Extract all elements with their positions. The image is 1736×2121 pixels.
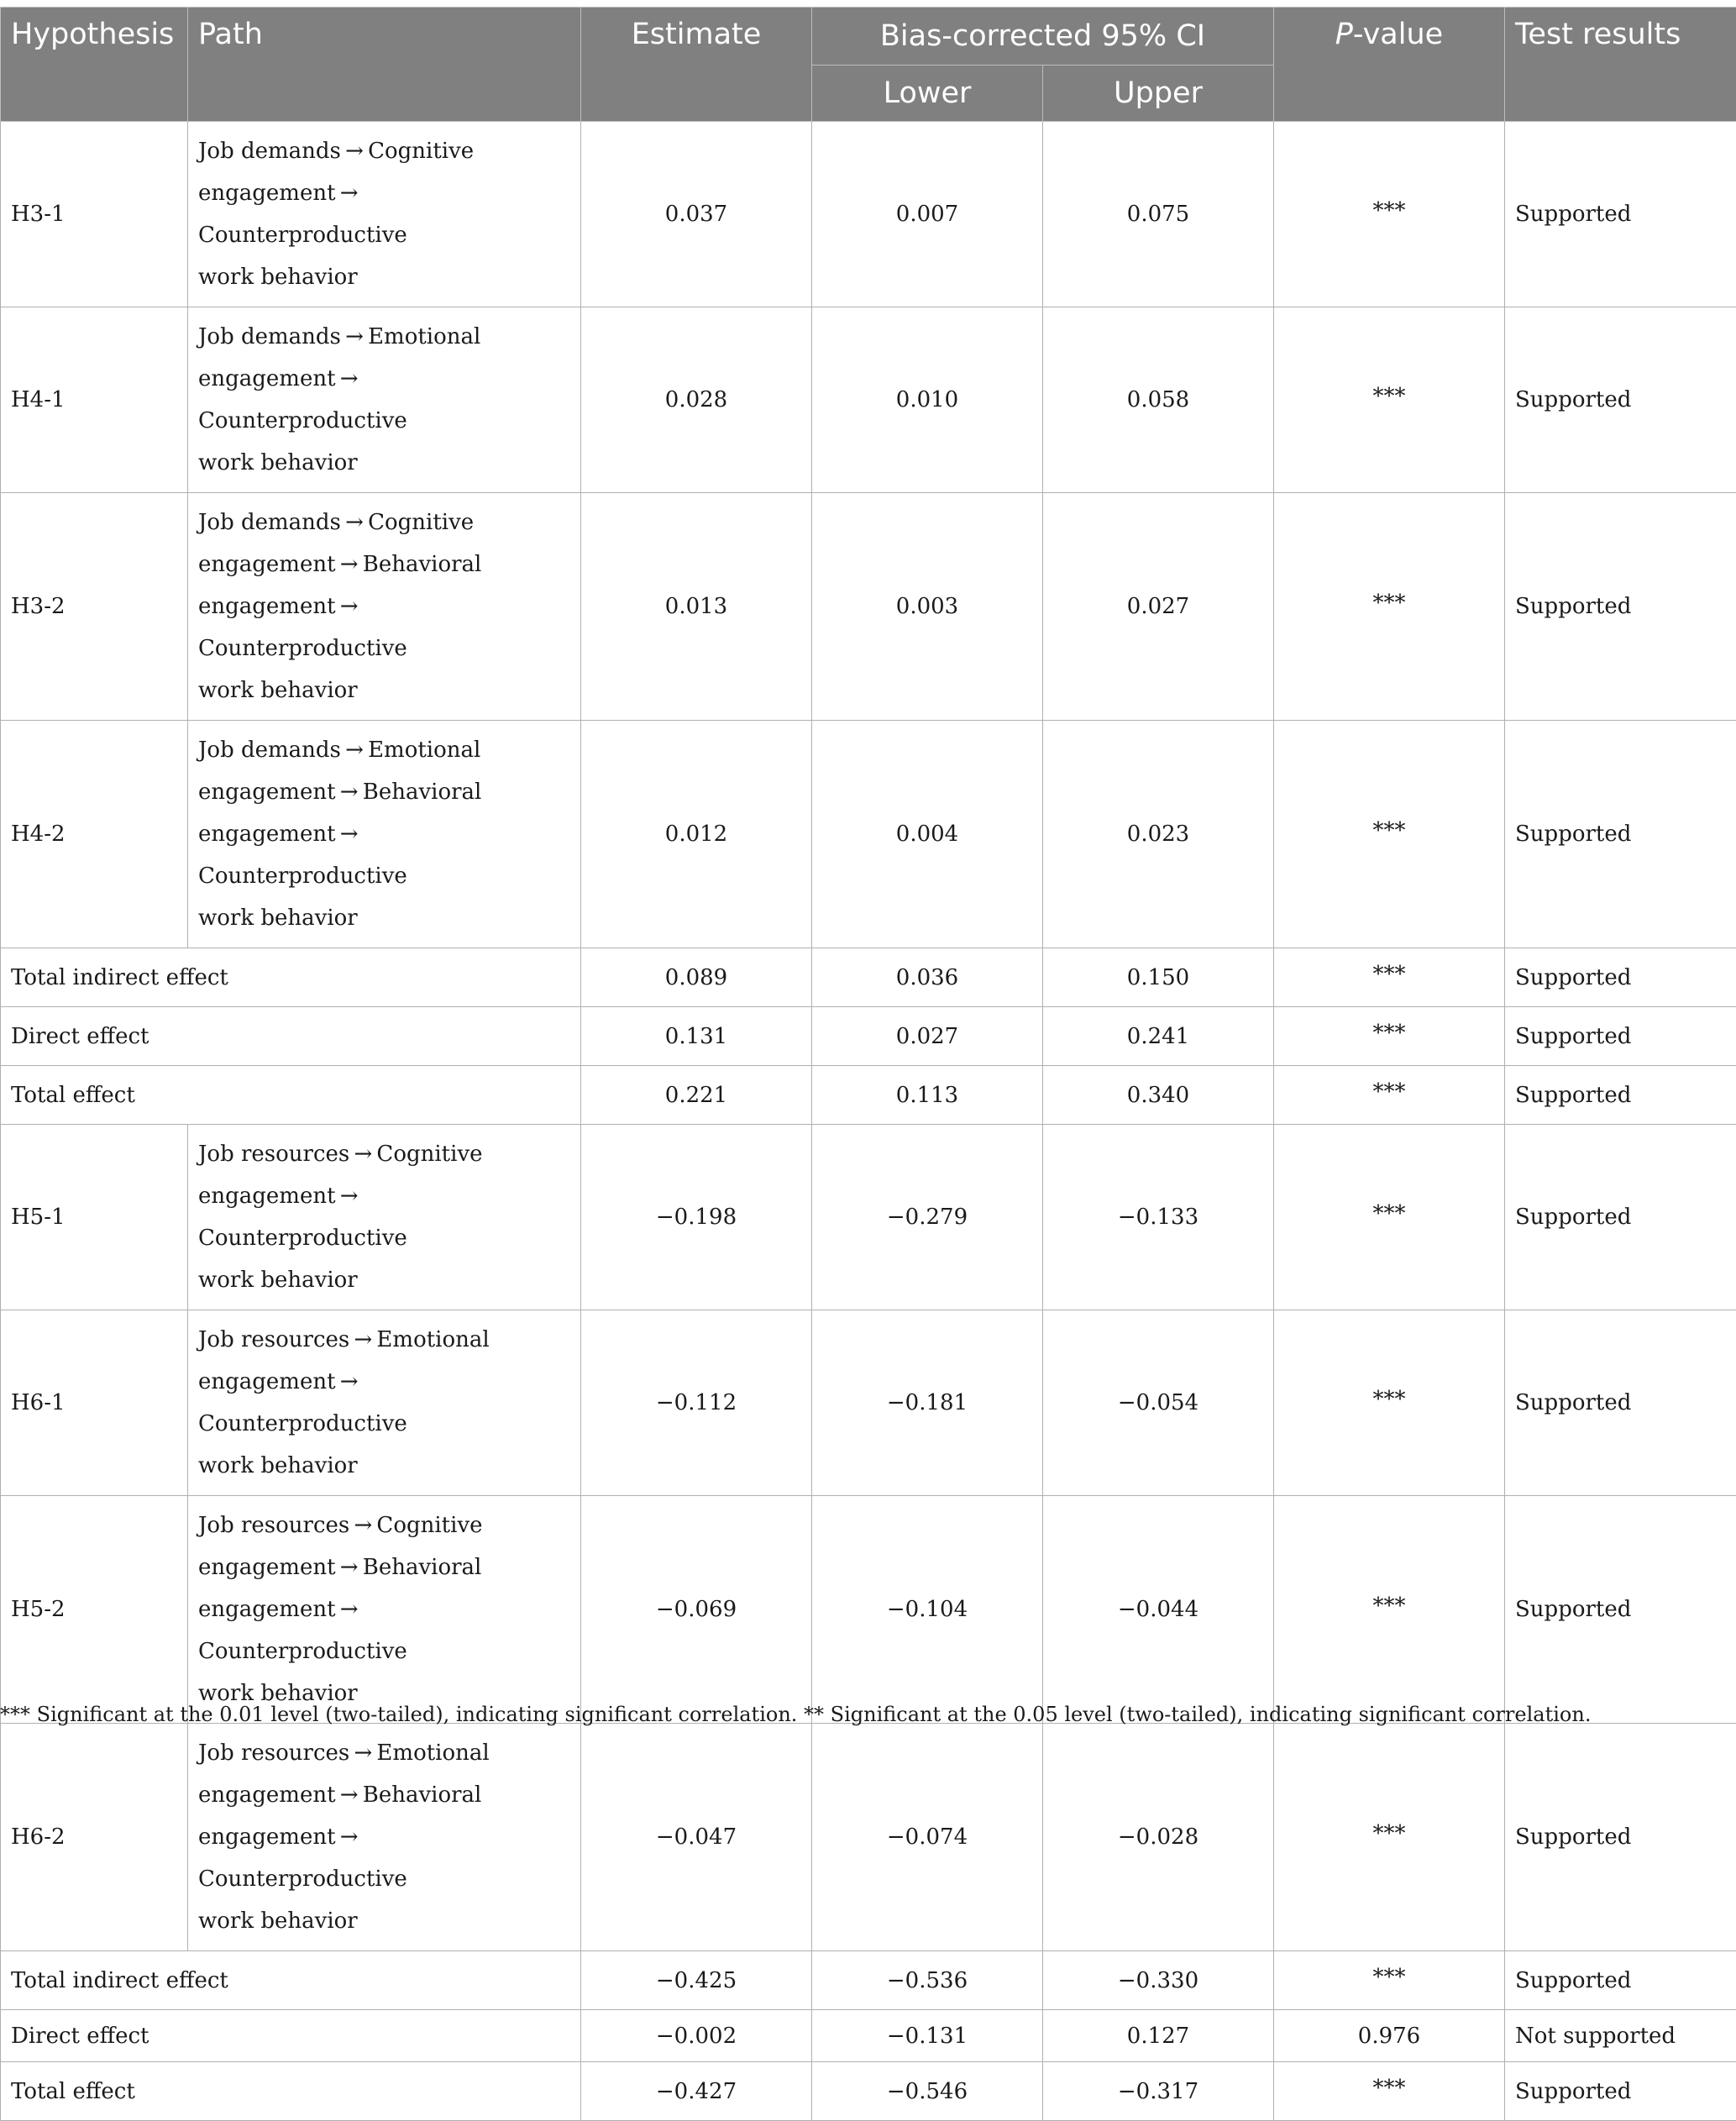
ci-lower-cell: −0.279 (812, 1125, 1043, 1310)
estimate-cell: 0.089 (581, 948, 812, 1007)
path-cell (188, 307, 581, 493)
header-ci: Bias-corrected 95% CI (812, 8, 1274, 66)
p-value-cell: *** (1274, 1125, 1505, 1310)
estimate-cell: −0.427 (581, 2062, 812, 2121)
test-result-cell: Supported (1505, 1496, 1736, 1724)
p-value-cell: 0.976 (1274, 2010, 1505, 2062)
path-line: engagement → Counterproductive (198, 1816, 570, 1900)
ci-lower-cell: −0.104 (812, 1496, 1043, 1724)
path-cell (188, 721, 581, 948)
p-value-cell: *** (1274, 1724, 1505, 1951)
path-cell (188, 1724, 581, 1951)
ci-upper-cell: 0.150 (1043, 948, 1274, 1007)
table-row (1, 1125, 1736, 1310)
path-cell (188, 493, 581, 721)
path-line: engagement → Counterproductive (198, 1175, 570, 1259)
table-row (1, 2010, 1736, 2062)
ci-upper-cell: −0.028 (1043, 1724, 1274, 1951)
table-body (1, 122, 1736, 2121)
test-result-cell: Supported (1505, 1724, 1736, 1951)
ci-lower-cell: 0.004 (812, 721, 1043, 948)
ci-upper-cell: 0.340 (1043, 1066, 1274, 1125)
p-value-cell: *** (1274, 721, 1505, 948)
effect-label: Total indirect effect (1, 948, 581, 1007)
p-value-cell: *** (1274, 2062, 1505, 2121)
p-value-cell: *** (1274, 948, 1505, 1007)
path-line: work behavior (198, 256, 570, 298)
table-row (1, 122, 1736, 307)
effect-label: Total effect (1, 2062, 581, 2121)
table-row (1, 721, 1736, 948)
p-value-cell: *** (1274, 1496, 1505, 1724)
ci-lower-cell: 0.113 (812, 1066, 1043, 1125)
ci-lower-cell: 0.003 (812, 493, 1043, 721)
effect-label: Total indirect effect (1, 1951, 581, 2010)
test-result-cell: Supported (1505, 1066, 1736, 1125)
hypothesis-cell: H6-2 (1, 1724, 188, 1951)
ci-lower-cell: −0.536 (812, 1951, 1043, 2010)
path-line: engagement → Behavioral (198, 543, 570, 585)
table-row (1, 1496, 1736, 1724)
ci-lower-cell: 0.036 (812, 948, 1043, 1007)
test-result-cell: Supported (1505, 1125, 1736, 1310)
table-row (1, 1007, 1736, 1066)
p-value-cell: *** (1274, 122, 1505, 307)
table-row (1, 948, 1736, 1007)
header-hypothesis: Hypothesis (1, 8, 188, 122)
hypothesis-cell: H5-2 (1, 1496, 188, 1724)
path-line: engagement → Counterproductive (198, 1361, 570, 1445)
test-result-cell: Supported (1505, 1007, 1736, 1066)
table-row (1, 1951, 1736, 2010)
hypothesis-cell: H3-2 (1, 493, 188, 721)
hypothesis-cell: H3-1 (1, 122, 188, 307)
path-line: Job resources → Cognitive (198, 1504, 570, 1546)
estimate-cell: −0.069 (581, 1496, 812, 1724)
p-value-cell: *** (1274, 493, 1505, 721)
estimate-cell: 0.131 (581, 1007, 812, 1066)
estimate-cell: −0.425 (581, 1951, 812, 2010)
ci-lower-cell: −0.074 (812, 1724, 1043, 1951)
results-table (0, 7, 1736, 2121)
path-line: Job resources → Emotional (198, 1319, 570, 1361)
estimate-cell: 0.221 (581, 1066, 812, 1125)
header-p-value (1274, 8, 1505, 122)
p-value-cell: *** (1274, 1007, 1505, 1066)
test-result-cell: Supported (1505, 493, 1736, 721)
header-path: Path (188, 8, 581, 122)
estimate-cell: 0.012 (581, 721, 812, 948)
header-test-results: Test results (1505, 8, 1736, 122)
estimate-cell: 0.013 (581, 493, 812, 721)
header-estimate: Estimate (581, 8, 812, 122)
header-p-italic: P (1335, 18, 1353, 51)
test-result-cell: Supported (1505, 1951, 1736, 2010)
p-value-cell: *** (1274, 1310, 1505, 1496)
header-upper: Upper (1043, 66, 1274, 122)
table-row (1, 1310, 1736, 1496)
path-line: engagement → Counterproductive (198, 172, 570, 256)
hypothesis-cell: H6-1 (1, 1310, 188, 1496)
ci-lower-cell: 0.010 (812, 307, 1043, 493)
test-result-cell: Supported (1505, 948, 1736, 1007)
estimate-cell: −0.047 (581, 1724, 812, 1951)
effect-label: Direct effect (1, 1007, 581, 1066)
path-cell (188, 122, 581, 307)
test-result-cell: Supported (1505, 1310, 1736, 1496)
test-result-cell: Supported (1505, 307, 1736, 493)
hypothesis-cell: H5-1 (1, 1125, 188, 1310)
path-line: work behavior (198, 1900, 570, 1942)
ci-upper-cell: 0.075 (1043, 122, 1274, 307)
path-cell (188, 1310, 581, 1496)
header-lower: Lower (812, 66, 1043, 122)
path-line: engagement → Counterproductive (198, 813, 570, 897)
path-cell (188, 1496, 581, 1724)
estimate-cell: 0.028 (581, 307, 812, 493)
path-line: engagement → Behavioral (198, 1546, 570, 1588)
path-line: Job resources → Cognitive (198, 1133, 570, 1175)
table-row (1, 1066, 1736, 1125)
path-line: engagement → Counterproductive (198, 358, 570, 442)
ci-upper-cell: −0.317 (1043, 2062, 1274, 2121)
path-line: Job resources → Emotional (198, 1732, 570, 1774)
estimate-cell: −0.198 (581, 1125, 812, 1310)
path-cell (188, 1125, 581, 1310)
estimate-cell: −0.002 (581, 2010, 812, 2062)
hypothesis-cell: H4-1 (1, 307, 188, 493)
path-line: work behavior (198, 1259, 570, 1301)
path-line: Job demands → Emotional (198, 729, 570, 771)
p-value-cell: *** (1274, 1951, 1505, 2010)
test-result-cell: Supported (1505, 122, 1736, 307)
path-line: work behavior (198, 1445, 570, 1487)
path-line: Job demands → Emotional (198, 316, 570, 358)
header-p-rest: -value (1353, 18, 1443, 51)
ci-upper-cell: −0.054 (1043, 1310, 1274, 1496)
hypothesis-cell: H4-2 (1, 721, 188, 948)
path-line: engagement → Behavioral (198, 1774, 570, 1816)
ci-upper-cell: −0.330 (1043, 1951, 1274, 2010)
effect-label: Direct effect (1, 2010, 581, 2062)
table-row (1, 307, 1736, 493)
path-line: work behavior (198, 897, 570, 939)
path-line: work behavior (198, 1672, 570, 1714)
path-line: engagement → Behavioral (198, 771, 570, 813)
p-value-cell: *** (1274, 1066, 1505, 1125)
ci-upper-cell: 0.127 (1043, 2010, 1274, 2062)
path-line: work behavior (198, 669, 570, 711)
test-result-cell: Not supported (1505, 2010, 1736, 2062)
ci-lower-cell: 0.027 (812, 1007, 1043, 1066)
path-line: Job demands → Cognitive (198, 130, 570, 172)
table-row (1, 2062, 1736, 2121)
table-footnote: *** Significant at the 0.01 level (two-tailed), indicating significant correlation. ** Significant at the 0.05 level (two-tailed), indicating significant correlation. (0, 1703, 1591, 1726)
table-row (1, 1724, 1736, 1951)
ci-upper-cell: −0.044 (1043, 1496, 1274, 1724)
effect-label: Total effect (1, 1066, 581, 1125)
estimate-cell: 0.037 (581, 122, 812, 307)
ci-lower-cell: 0.007 (812, 122, 1043, 307)
estimate-cell: −0.112 (581, 1310, 812, 1496)
table-row (1, 493, 1736, 721)
ci-upper-cell: 0.023 (1043, 721, 1274, 948)
ci-lower-cell: −0.131 (812, 2010, 1043, 2062)
ci-upper-cell: 0.058 (1043, 307, 1274, 493)
ci-upper-cell: 0.241 (1043, 1007, 1274, 1066)
test-result-cell: Supported (1505, 721, 1736, 948)
test-result-cell: Supported (1505, 2062, 1736, 2121)
ci-upper-cell: 0.027 (1043, 493, 1274, 721)
path-line: engagement → Counterproductive (198, 585, 570, 669)
path-line: work behavior (198, 442, 570, 484)
path-line: Job demands → Cognitive (198, 501, 570, 543)
p-value-cell: *** (1274, 307, 1505, 493)
ci-upper-cell: −0.133 (1043, 1125, 1274, 1310)
path-line: engagement → Counterproductive (198, 1588, 570, 1672)
ci-lower-cell: −0.181 (812, 1310, 1043, 1496)
ci-lower-cell: −0.546 (812, 2062, 1043, 2121)
